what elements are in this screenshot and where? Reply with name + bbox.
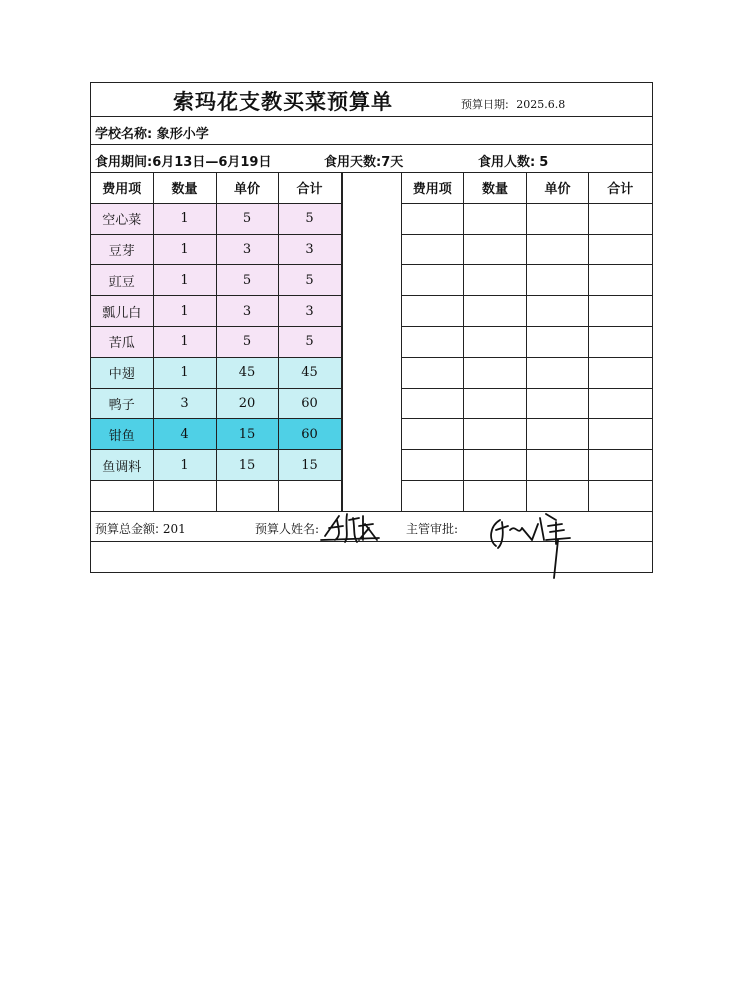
item-row: [402, 326, 652, 357]
item-name: 苦瓜: [91, 326, 153, 357]
header-item: 费用项: [91, 173, 153, 203]
empty-cell: [402, 265, 464, 296]
empty-cell: [527, 419, 589, 450]
item-row: [91, 450, 341, 481]
header-price: 单价: [527, 173, 589, 203]
item-row: [402, 296, 652, 327]
empty-cell: [527, 265, 589, 296]
title-row: [91, 83, 652, 117]
empty-cell: [527, 388, 589, 419]
empty-cell: [402, 234, 464, 265]
item-row: [91, 480, 341, 510]
item-name: 空心菜: [91, 203, 153, 234]
people-label: 食用人数:: [478, 155, 536, 170]
item-name: 中翅: [91, 357, 153, 388]
item-qty: 1: [153, 265, 216, 296]
item-row: [91, 203, 341, 234]
item-total: 60: [278, 419, 341, 450]
item-row: [402, 265, 652, 296]
empty-cell: [589, 296, 652, 327]
empty-cell: [589, 480, 652, 510]
item-price: 3: [216, 296, 278, 327]
total-value: 201: [162, 521, 186, 536]
school-row: [91, 117, 652, 145]
item-qty: 3: [153, 388, 216, 419]
period-row: [91, 145, 652, 173]
header-item: 费用项: [402, 173, 464, 203]
budget-date-label: 预算日期:: [461, 98, 509, 111]
empty-cell: [464, 419, 527, 450]
empty-cell: [402, 480, 464, 510]
blank-row: [91, 542, 652, 572]
empty-cell: [589, 450, 652, 481]
item-row: [402, 234, 652, 265]
summary-row: [91, 512, 652, 542]
items-grid: [91, 173, 652, 512]
empty-cell: [402, 357, 464, 388]
item-price: 5: [216, 326, 278, 357]
budget-sheet: [90, 82, 653, 573]
item-total: 3: [278, 234, 341, 265]
item-total: 5: [278, 265, 341, 296]
item-name: 鱼调料: [91, 450, 153, 481]
item-price: 45: [216, 357, 278, 388]
people-value: 5: [539, 155, 549, 170]
item-total: 5: [278, 203, 341, 234]
empty-cell: [153, 480, 216, 510]
empty-cell: [402, 388, 464, 419]
empty-cell: [589, 419, 652, 450]
item-qty: 1: [153, 326, 216, 357]
budget-date-value: 2025.6.8: [516, 98, 566, 111]
empty-cell: [589, 326, 652, 357]
item-row: [402, 388, 652, 419]
item-qty: 4: [153, 419, 216, 450]
item-name: 钳鱼: [91, 419, 153, 450]
item-price: 5: [216, 203, 278, 234]
empty-cell: [402, 419, 464, 450]
item-name: 瓢儿白: [91, 296, 153, 327]
empty-cell: [464, 326, 527, 357]
period-value: 6月13日—6月19日: [152, 155, 272, 170]
total-label: 预算总金额:: [95, 521, 160, 536]
item-name: 豇豆: [91, 265, 153, 296]
item-qty: 1: [153, 450, 216, 481]
empty-cell: [527, 326, 589, 357]
empty-cell: [464, 296, 527, 327]
item-total: 5: [278, 326, 341, 357]
item-row: [91, 419, 341, 450]
item-row: [402, 357, 652, 388]
budget-date: [461, 96, 565, 112]
empty-cell: [464, 234, 527, 265]
item-price: 15: [216, 450, 278, 481]
item-total: 3: [278, 296, 341, 327]
right-items-table: [402, 173, 652, 511]
empty-cell: [527, 357, 589, 388]
table-separator: [342, 173, 402, 511]
empty-cell: [589, 265, 652, 296]
school-name: 象形小学: [156, 127, 209, 142]
item-row: [402, 419, 652, 450]
empty-cell: [527, 203, 589, 234]
empty-cell: [402, 296, 464, 327]
period-label: 食用期间:: [95, 155, 153, 170]
item-row: [91, 296, 341, 327]
header-row: [91, 173, 341, 203]
empty-cell: [527, 450, 589, 481]
empty-cell: [464, 203, 527, 234]
item-total: 15: [278, 450, 341, 481]
empty-cell: [464, 357, 527, 388]
approver-label: 主管审批:: [406, 521, 459, 536]
item-row: [402, 450, 652, 481]
header-row: [402, 173, 652, 203]
item-price: 20: [216, 388, 278, 419]
header-qty: 数量: [464, 173, 527, 203]
item-qty: 1: [153, 357, 216, 388]
preparer-label: 预算人姓名:: [255, 521, 320, 536]
empty-cell: [91, 480, 153, 510]
item-qty: 1: [153, 296, 216, 327]
item-row: [91, 357, 341, 388]
header-qty: 数量: [153, 173, 216, 203]
empty-cell: [402, 450, 464, 481]
empty-cell: [216, 480, 278, 510]
item-qty: 1: [153, 203, 216, 234]
item-name: 豆芽: [91, 234, 153, 265]
empty-cell: [589, 357, 652, 388]
item-row: [91, 265, 341, 296]
empty-cell: [402, 203, 464, 234]
empty-cell: [589, 203, 652, 234]
empty-cell: [589, 234, 652, 265]
days-value: 7天: [381, 155, 404, 170]
header-total: 合计: [278, 173, 341, 203]
empty-cell: [589, 388, 652, 419]
school-label: 学校名称:: [95, 127, 153, 142]
empty-cell: [527, 234, 589, 265]
empty-cell: [464, 450, 527, 481]
empty-cell: [464, 388, 527, 419]
item-total: 45: [278, 357, 341, 388]
item-total: 60: [278, 388, 341, 419]
item-row: [402, 203, 652, 234]
left-items-table: [91, 173, 342, 511]
item-price: 5: [216, 265, 278, 296]
item-row: [91, 326, 341, 357]
empty-cell: [527, 296, 589, 327]
item-row: [91, 234, 341, 265]
item-name: 鸭子: [91, 388, 153, 419]
preparer-signature: [319, 506, 399, 546]
header-total: 合计: [589, 173, 652, 203]
empty-cell: [464, 265, 527, 296]
header-price: 单价: [216, 173, 278, 203]
item-row: [91, 388, 341, 419]
form-title: 索玛花支教买菜预算单: [173, 90, 393, 114]
item-qty: 1: [153, 234, 216, 265]
item-price: 3: [216, 234, 278, 265]
item-price: 15: [216, 419, 278, 450]
empty-cell: [402, 326, 464, 357]
days-label: 食用天数:: [324, 155, 382, 170]
